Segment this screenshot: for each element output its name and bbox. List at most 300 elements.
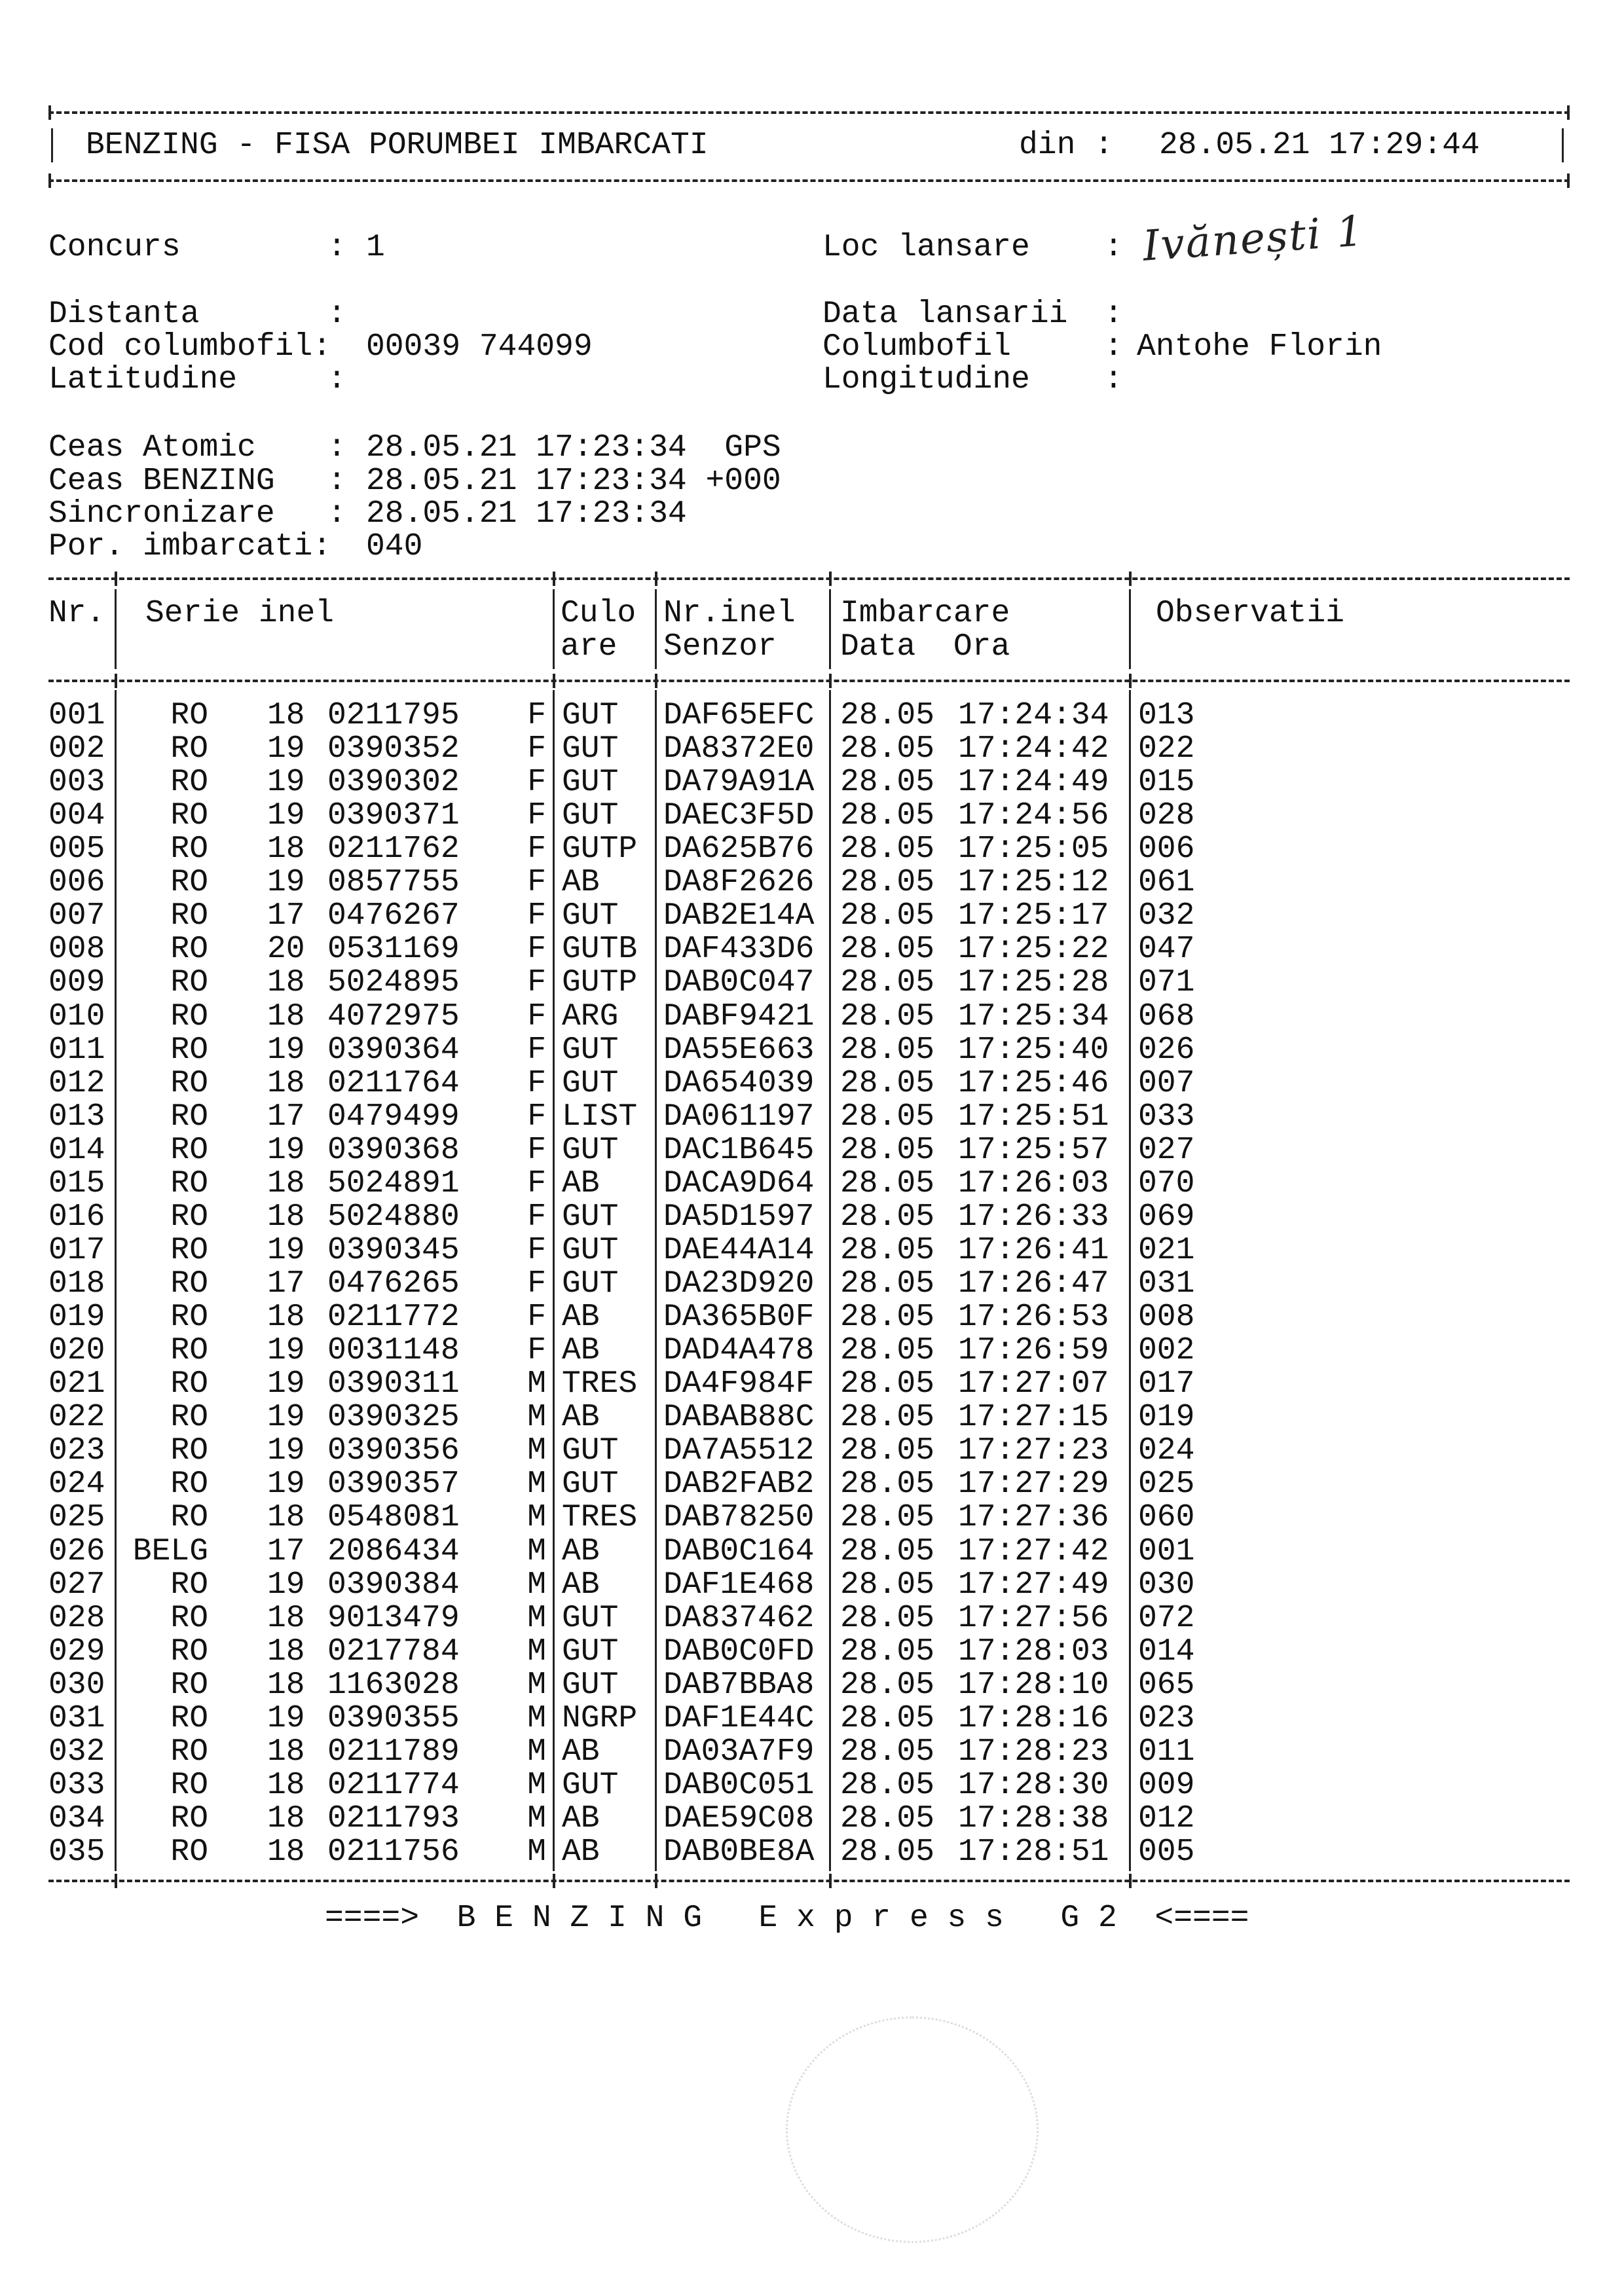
cell-color: GUT — [562, 1032, 619, 1068]
cell-country: RO — [170, 1366, 208, 1402]
cell-year: 17 — [267, 1266, 305, 1302]
cell-date: 28.05 — [840, 831, 935, 867]
cell-ring-number: 0217784 — [327, 1633, 460, 1669]
cell-date: 28.05 — [840, 731, 935, 767]
cell-sex: M — [527, 1500, 546, 1536]
cell-observatii: 022 — [1138, 731, 1195, 767]
cell-ring-number: 5024891 — [327, 1165, 460, 1201]
cell-nr: 012 — [48, 1065, 105, 1101]
cell-color: ARG — [562, 998, 619, 1034]
border-junction — [115, 572, 117, 586]
cell-sensor: DAB0C051 — [663, 1767, 815, 1803]
cell-country: RO — [170, 1433, 208, 1469]
cell-country: RO — [170, 1633, 208, 1669]
border-junction — [829, 572, 832, 586]
cell-time: 17:25:12 — [958, 865, 1109, 901]
cell-ring-number: 4072975 — [327, 998, 460, 1034]
cell-ring-number: 0390345 — [327, 1232, 460, 1268]
cell-time: 17:28:38 — [958, 1800, 1109, 1836]
cell-nr: 001 — [48, 698, 105, 733]
cell-date: 28.05 — [840, 1667, 935, 1703]
cell-date: 28.05 — [840, 798, 935, 834]
cell-year: 18 — [267, 1633, 305, 1669]
cell-date: 28.05 — [840, 932, 935, 968]
cell-year: 19 — [267, 1433, 305, 1469]
cell-color: GUT — [562, 1065, 619, 1101]
cell-ring-number: 0390302 — [327, 765, 460, 801]
border-corner — [1567, 173, 1570, 188]
cell-date: 28.05 — [840, 1266, 935, 1302]
cell-date: 28.05 — [840, 1767, 935, 1803]
cell-date: 28.05 — [840, 1567, 935, 1603]
cell-color: GUT — [562, 1667, 619, 1703]
cell-sex: F — [527, 1199, 546, 1235]
cell-country: RO — [170, 1700, 208, 1736]
cell-country: RO — [170, 698, 208, 733]
cell-ring-number: 0211793 — [327, 1800, 460, 1836]
cell-year: 18 — [267, 1734, 305, 1770]
cell-ring-number: 0476267 — [327, 898, 460, 934]
cell-time: 17:28:51 — [958, 1834, 1109, 1870]
cell-color: AB — [562, 1834, 600, 1870]
document-title: BENZING - FISA PORUMBEI IMBARCATI — [86, 128, 709, 163]
cell-color: LIST — [562, 1099, 638, 1135]
cell-time: 17:27:29 — [958, 1467, 1109, 1503]
cell-ring-number: 0211795 — [327, 698, 460, 733]
cell-observatii: 021 — [1138, 1232, 1195, 1268]
cell-observatii: 013 — [1138, 698, 1195, 733]
header-data-ora: Data Ora — [840, 629, 1010, 665]
cell-year: 18 — [267, 1834, 305, 1870]
cell-date: 28.05 — [840, 1400, 935, 1436]
cell-sensor: DAB0BE8A — [663, 1834, 815, 1870]
cell-time: 17:25:17 — [958, 898, 1109, 934]
cell-color: GUT — [562, 898, 619, 934]
column-separator — [655, 589, 657, 669]
border-corner — [1567, 105, 1570, 120]
cell-year: 19 — [267, 731, 305, 767]
border-corner — [48, 105, 51, 120]
cell-nr: 028 — [48, 1600, 105, 1636]
cell-date: 28.05 — [840, 1132, 935, 1168]
cell-year: 18 — [267, 998, 305, 1034]
header-imbarcare: Imbarcare — [840, 596, 1010, 631]
cell-date: 28.05 — [840, 1232, 935, 1268]
cell-ring-number: 0211756 — [327, 1834, 460, 1870]
cell-sensor: DAB2E14A — [663, 898, 815, 934]
cell-sensor: DA625B76 — [663, 831, 815, 867]
cell-sensor: DA837462 — [663, 1600, 815, 1636]
cell-observatii: 005 — [1138, 1834, 1195, 1870]
table-header-border — [48, 680, 1570, 682]
cell-date: 28.05 — [840, 1467, 935, 1503]
cell-country: RO — [170, 1165, 208, 1201]
cell-nr: 019 — [48, 1300, 105, 1336]
cell-country: BELG — [132, 1533, 208, 1569]
latitudine-label: Latitudine — [48, 362, 238, 397]
cell-date: 28.05 — [840, 1032, 935, 1068]
cell-sensor: DAB0C164 — [663, 1533, 815, 1569]
cell-nr: 005 — [48, 831, 105, 867]
cell-sensor: DA061197 — [663, 1099, 815, 1135]
cell-country: RO — [170, 1132, 208, 1168]
cell-sensor: DA5D1597 — [663, 1199, 815, 1235]
cell-color: GUT — [562, 1232, 619, 1268]
cell-date: 28.05 — [840, 1366, 935, 1402]
cell-date: 28.05 — [840, 1533, 935, 1569]
cell-nr: 026 — [48, 1533, 105, 1569]
cell-sex: F — [527, 932, 546, 968]
cell-country: RO — [170, 1065, 208, 1101]
cell-sensor: DA03A7F9 — [663, 1734, 815, 1770]
cell-nr: 030 — [48, 1667, 105, 1703]
cell-time: 17:25:34 — [958, 998, 1109, 1034]
header-serie-inel: Serie inel — [145, 596, 335, 631]
cell-sex: M — [527, 1400, 546, 1436]
cell-sensor: DA79A91A — [663, 765, 815, 801]
ceas-atomic-value: 28.05.21 17:23:34 GPS — [366, 430, 781, 465]
cell-observatii: 033 — [1138, 1099, 1195, 1135]
cell-date: 28.05 — [840, 965, 935, 1001]
cell-nr: 020 — [48, 1333, 105, 1369]
sincronizare-label: Sincronizare — [48, 496, 275, 532]
cell-observatii: 072 — [1138, 1600, 1195, 1636]
cell-nr: 031 — [48, 1700, 105, 1736]
cell-time: 17:26:03 — [958, 1165, 1109, 1201]
cell-observatii: 023 — [1138, 1700, 1195, 1736]
cell-sensor: DACA9D64 — [663, 1165, 815, 1201]
cell-nr: 003 — [48, 765, 105, 801]
cell-time: 17:25:40 — [958, 1032, 1109, 1068]
cell-nr: 027 — [48, 1567, 105, 1603]
cell-date: 28.05 — [840, 1800, 935, 1836]
cell-nr: 004 — [48, 798, 105, 834]
cell-sex: F — [527, 765, 546, 801]
cell-time: 17:27:15 — [958, 1400, 1109, 1436]
cell-sex: F — [527, 1300, 546, 1336]
cell-country: RO — [170, 731, 208, 767]
cell-sex: F — [527, 965, 546, 1001]
cell-date: 28.05 — [840, 998, 935, 1034]
cell-color: AB — [562, 865, 600, 901]
colon: : — [1104, 230, 1123, 265]
cell-sex: M — [527, 1800, 546, 1836]
column-separator — [655, 690, 657, 1871]
cell-year: 18 — [267, 1800, 305, 1836]
cell-sensor: DAB7BBA8 — [663, 1667, 815, 1703]
cell-time: 17:26:41 — [958, 1232, 1109, 1268]
cell-year: 19 — [267, 1032, 305, 1068]
cell-year: 19 — [267, 1333, 305, 1369]
colon: : — [327, 297, 346, 332]
cell-ring-number: 0211774 — [327, 1767, 460, 1803]
border-corner — [48, 173, 51, 188]
cell-time: 17:27:36 — [958, 1500, 1109, 1536]
cell-sex: F — [527, 898, 546, 934]
cell-ring-number: 0479499 — [327, 1099, 460, 1135]
cell-color: TRES — [562, 1500, 638, 1536]
cell-sex: F — [527, 1266, 546, 1302]
cell-nr: 018 — [48, 1266, 105, 1302]
cell-color: AB — [562, 1165, 600, 1201]
cell-ring-number: 0390325 — [327, 1400, 460, 1436]
cell-date: 28.05 — [840, 1734, 935, 1770]
cell-time: 17:25:51 — [958, 1099, 1109, 1135]
border-junction — [553, 674, 555, 688]
cell-sensor: DAB0C047 — [663, 965, 815, 1001]
ceas-atomic-label: Ceas Atomic — [48, 430, 256, 465]
cell-ring-number: 0390368 — [327, 1132, 460, 1168]
cell-observatii: 006 — [1138, 831, 1195, 867]
cell-time: 17:25:22 — [958, 932, 1109, 968]
colon: : — [327, 230, 346, 265]
cell-country: RO — [170, 1767, 208, 1803]
cell-country: RO — [170, 998, 208, 1034]
cell-sensor: DAE59C08 — [663, 1800, 815, 1836]
cell-date: 28.05 — [840, 1500, 935, 1536]
header-nr: Nr. — [48, 596, 105, 631]
cell-color: GUT — [562, 731, 619, 767]
cell-sensor: DAF1E468 — [663, 1567, 815, 1603]
table-top-border — [48, 577, 1570, 580]
cell-ring-number: 0476265 — [327, 1266, 460, 1302]
cell-observatii: 017 — [1138, 1366, 1195, 1402]
cell-country: RO — [170, 965, 208, 1001]
cell-sex: F — [527, 698, 546, 733]
cell-color: AB — [562, 1734, 600, 1770]
cell-sex: M — [527, 1366, 546, 1402]
cell-ring-number: 0390356 — [327, 1433, 460, 1469]
cell-nr: 034 — [48, 1800, 105, 1836]
colon: : — [1104, 362, 1123, 397]
border-junction — [115, 1874, 117, 1888]
cell-sex: F — [527, 798, 546, 834]
cell-time: 17:24:49 — [958, 765, 1109, 801]
column-separator — [829, 589, 831, 669]
cell-color: GUT — [562, 698, 619, 733]
cell-year: 17 — [267, 1099, 305, 1135]
cell-sex: F — [527, 998, 546, 1034]
header-top-border — [48, 111, 1570, 114]
cell-time: 17:24:56 — [958, 798, 1109, 834]
cell-year: 19 — [267, 1467, 305, 1503]
column-separator — [1129, 589, 1131, 669]
cell-nr: 010 — [48, 998, 105, 1034]
cell-observatii: 011 — [1138, 1734, 1195, 1770]
din-label: din : — [1019, 128, 1114, 163]
cell-country: RO — [170, 898, 208, 934]
cell-year: 19 — [267, 1567, 305, 1603]
header-observatii: Observatii — [1156, 596, 1345, 631]
cell-sensor: DA365B0F — [663, 1300, 815, 1336]
cell-sex: M — [527, 1767, 546, 1803]
cell-sensor: DABAB88C — [663, 1400, 815, 1436]
cell-country: RO — [170, 1600, 208, 1636]
cell-sex: M — [527, 1667, 546, 1703]
cell-country: RO — [170, 831, 208, 867]
cell-color: GUT — [562, 1767, 619, 1803]
cell-sex: M — [527, 1433, 546, 1469]
cell-year: 18 — [267, 1600, 305, 1636]
cell-time: 17:28:30 — [958, 1767, 1109, 1803]
cell-time: 17:28:03 — [958, 1633, 1109, 1669]
cell-observatii: 068 — [1138, 998, 1195, 1034]
cell-year: 19 — [267, 1232, 305, 1268]
cell-observatii: 009 — [1138, 1767, 1195, 1803]
cell-country: RO — [170, 1567, 208, 1603]
cell-color: GUT — [562, 1132, 619, 1168]
cell-time: 17:26:33 — [958, 1199, 1109, 1235]
cell-year: 18 — [267, 698, 305, 733]
cell-observatii: 069 — [1138, 1199, 1195, 1235]
cell-time: 17:27:42 — [958, 1533, 1109, 1569]
cell-ring-number: 2086434 — [327, 1533, 460, 1569]
cell-time: 17:27:07 — [958, 1366, 1109, 1402]
cell-year: 19 — [267, 1366, 305, 1402]
cell-sensor: DAB2FAB2 — [663, 1467, 815, 1503]
cell-observatii: 060 — [1138, 1500, 1195, 1536]
cell-time: 17:27:56 — [958, 1600, 1109, 1636]
cell-sex: F — [527, 1232, 546, 1268]
cell-date: 28.05 — [840, 1600, 935, 1636]
cod-columbofil-value: 00039 744099 — [366, 329, 593, 365]
header-nr-inel: Nr.inel — [663, 596, 796, 631]
cell-nr: 017 — [48, 1232, 105, 1268]
cell-observatii: 027 — [1138, 1132, 1195, 1168]
cell-country: RO — [170, 1834, 208, 1870]
cell-date: 28.05 — [840, 1834, 935, 1870]
cell-sex: F — [527, 1165, 546, 1201]
cell-time: 17:27:49 — [958, 1567, 1109, 1603]
cell-year: 18 — [267, 831, 305, 867]
faint-stamp — [786, 2016, 1039, 2243]
cell-sex: M — [527, 1734, 546, 1770]
cell-nr: 032 — [48, 1734, 105, 1770]
cell-observatii: 071 — [1138, 965, 1195, 1001]
distanta-label: Distanta — [48, 297, 200, 332]
cell-country: RO — [170, 1032, 208, 1068]
cell-time: 17:24:42 — [958, 731, 1109, 767]
sincronizare-value: 28.05.21 17:23:34 — [366, 496, 687, 532]
border-junction — [829, 1874, 832, 1888]
cell-date: 28.05 — [840, 1333, 935, 1369]
colon: : — [327, 362, 346, 397]
longitudine-label: Longitudine — [822, 362, 1030, 397]
din-value: 28.05.21 17:29:44 — [1159, 128, 1480, 163]
cell-color: GUT — [562, 1266, 619, 1302]
cell-date: 28.05 — [840, 898, 935, 934]
cell-time: 17:28:23 — [958, 1734, 1109, 1770]
cell-nr: 002 — [48, 731, 105, 767]
cell-ring-number: 0548081 — [327, 1500, 460, 1536]
cell-observatii: 031 — [1138, 1266, 1195, 1302]
cell-sensor: DAF65EFC — [663, 698, 815, 733]
cell-sex: F — [527, 865, 546, 901]
cell-sensor: DA7A5512 — [663, 1433, 815, 1469]
cell-date: 28.05 — [840, 1700, 935, 1736]
cell-color: AB — [562, 1300, 600, 1336]
cell-color: AB — [562, 1533, 600, 1569]
cell-time: 17:26:59 — [958, 1333, 1109, 1369]
cell-date: 28.05 — [840, 698, 935, 733]
cell-color: GUTB — [562, 932, 638, 968]
cell-sensor: DAD4A478 — [663, 1333, 815, 1369]
cell-color: GUT — [562, 1600, 619, 1636]
cell-nr: 033 — [48, 1767, 105, 1803]
cell-sex: M — [527, 1567, 546, 1603]
cell-country: RO — [170, 932, 208, 968]
cell-sex: F — [527, 1132, 546, 1168]
cell-date: 28.05 — [840, 765, 935, 801]
cell-sex: M — [527, 1633, 546, 1669]
cell-nr: 006 — [48, 865, 105, 901]
columbofil-label: Columbofil — [822, 329, 1012, 365]
cell-observatii: 007 — [1138, 1065, 1195, 1101]
cell-year: 17 — [267, 898, 305, 934]
cell-sex: M — [527, 1467, 546, 1503]
cell-ring-number: 1163028 — [327, 1667, 460, 1703]
cell-sensor: DAB0C0FD — [663, 1633, 815, 1669]
cell-sensor: DA8F2626 — [663, 865, 815, 901]
concurs-label: Concurs — [48, 230, 181, 265]
cell-sensor: DA8372E0 — [663, 731, 815, 767]
cell-color: AB — [562, 1800, 600, 1836]
cell-country: RO — [170, 1232, 208, 1268]
cell-observatii: 030 — [1138, 1567, 1195, 1603]
cell-observatii: 001 — [1138, 1533, 1195, 1569]
ceas-benzing-label: Ceas BENZING — [48, 464, 275, 499]
column-separator — [115, 690, 117, 1871]
cell-ring-number: 0390352 — [327, 731, 460, 767]
cell-sensor: DAEC3F5D — [663, 798, 815, 834]
cell-observatii: 014 — [1138, 1633, 1195, 1669]
column-separator — [553, 690, 555, 1871]
cell-date: 28.05 — [840, 1065, 935, 1101]
cell-sensor: DA654039 — [663, 1065, 815, 1101]
cell-color: GUTP — [562, 831, 638, 867]
border-junction — [655, 1874, 657, 1888]
cell-nr: 014 — [48, 1132, 105, 1168]
cell-observatii: 065 — [1138, 1667, 1195, 1703]
cell-date: 28.05 — [840, 1165, 935, 1201]
colon: : — [327, 496, 346, 532]
cell-sex: F — [527, 831, 546, 867]
cell-sensor: DABF9421 — [663, 998, 815, 1034]
cell-date: 28.05 — [840, 1433, 935, 1469]
cell-time: 17:25:46 — [958, 1065, 1109, 1101]
cell-observatii: 019 — [1138, 1400, 1195, 1436]
data-lansarii-label: Data lansarii — [822, 297, 1068, 332]
cell-sex: M — [527, 1600, 546, 1636]
cell-year: 19 — [267, 798, 305, 834]
column-separator — [1129, 690, 1131, 1871]
concurs-value: 1 — [366, 230, 385, 265]
cell-country: RO — [170, 1199, 208, 1235]
cell-color: AB — [562, 1333, 600, 1369]
cell-ring-number: 5024880 — [327, 1199, 460, 1235]
cell-time: 17:25:57 — [958, 1132, 1109, 1168]
cell-observatii: 032 — [1138, 898, 1195, 934]
footer-text: ====> B E N Z I N G E x p r e s s G 2 <==== — [325, 1901, 1249, 1936]
cell-year: 18 — [267, 1500, 305, 1536]
cell-sex: F — [527, 1099, 546, 1135]
cell-ring-number: 0031148 — [327, 1333, 460, 1369]
cell-color: GUT — [562, 765, 619, 801]
cell-year: 19 — [267, 765, 305, 801]
cell-sex: M — [527, 1700, 546, 1736]
cell-sensor: DAF1E44C — [663, 1700, 815, 1736]
cell-observatii: 026 — [1138, 1032, 1195, 1068]
